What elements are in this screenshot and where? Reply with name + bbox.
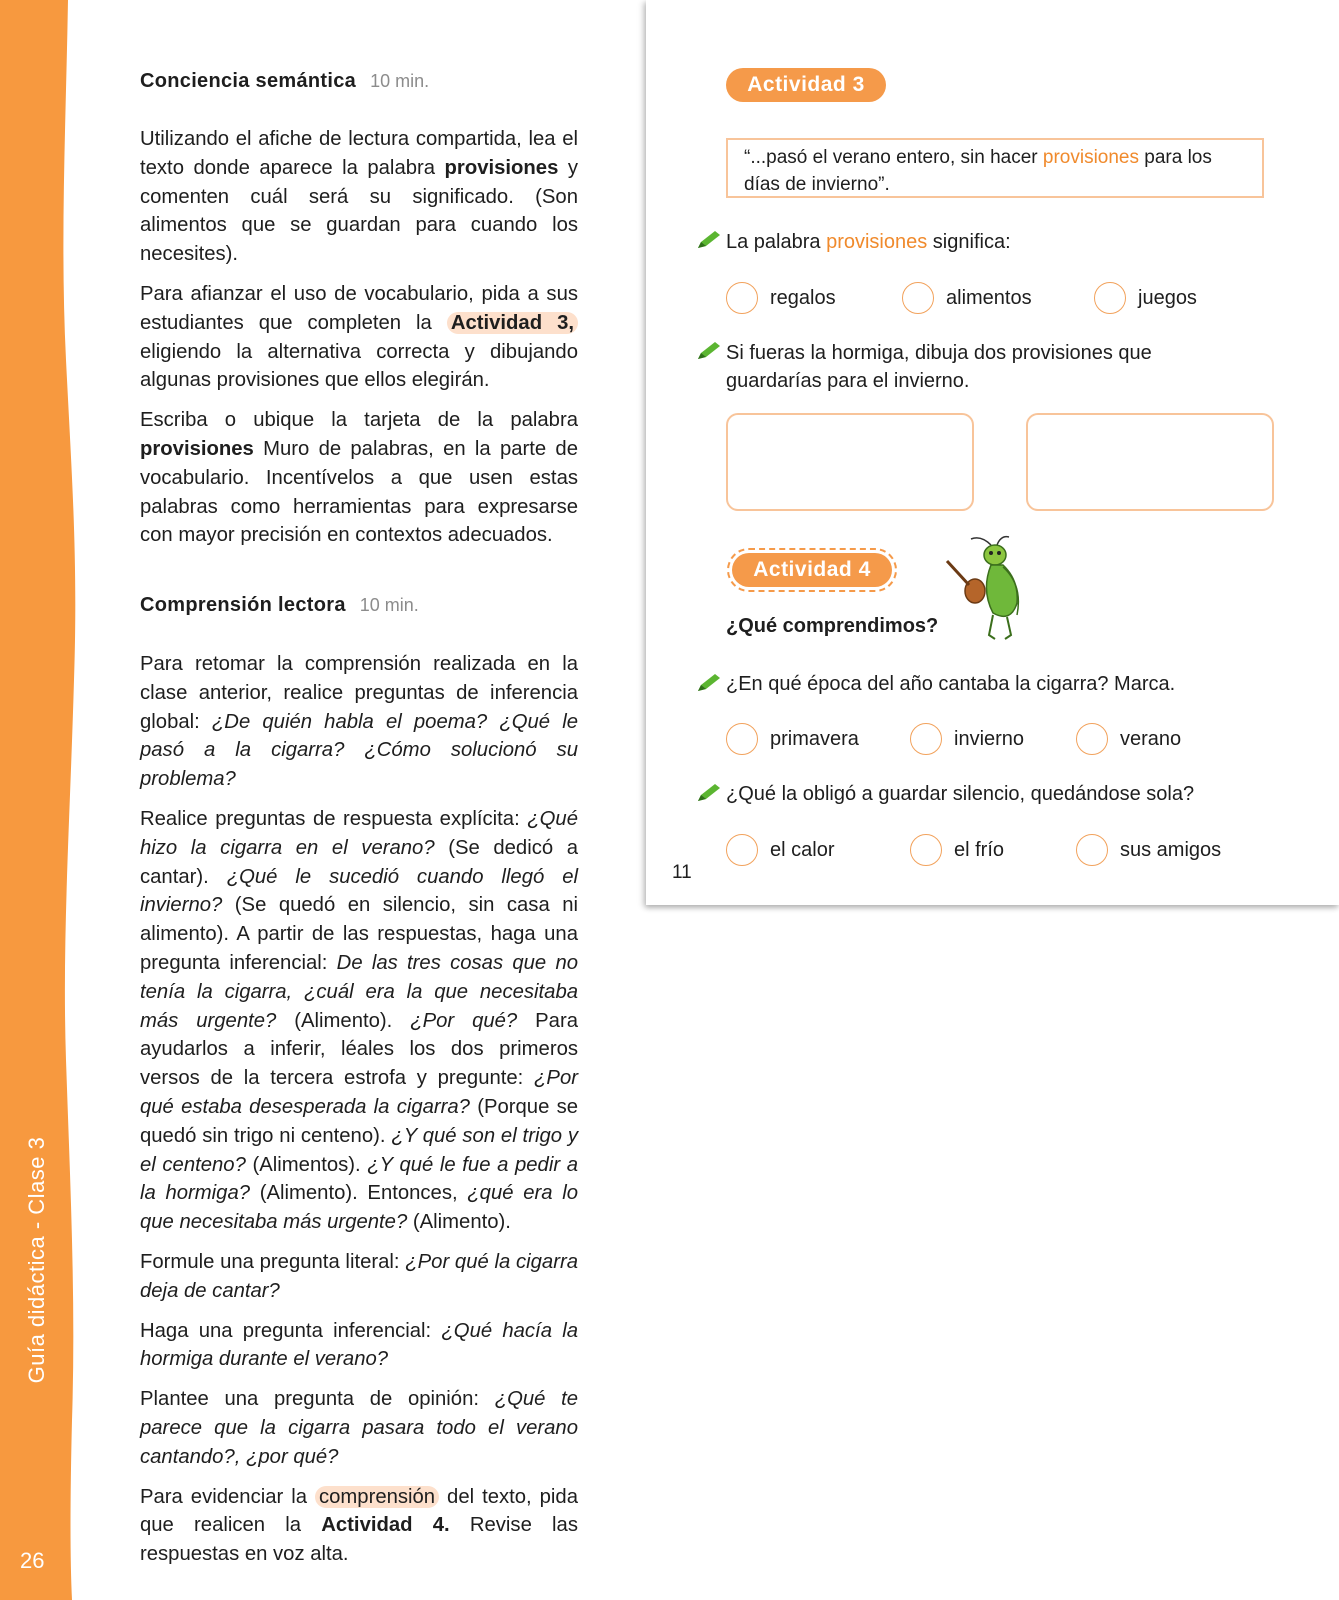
radio-circle[interactable]: [1094, 282, 1126, 314]
option-juegos[interactable]: juegos: [1094, 282, 1197, 314]
activity-4-heading: ¿Qué comprendimos?: [726, 615, 939, 637]
page-number: 26: [20, 1548, 45, 1573]
radio-circle[interactable]: [726, 282, 758, 314]
section-title-text: Comprensión lectora: [140, 594, 346, 616]
worksheet-page: [646, 0, 1339, 905]
cricket-illustration: [941, 535, 1031, 645]
activity-4-badge: Actividad 4: [732, 553, 892, 587]
drawing-box-1[interactable]: [726, 413, 974, 511]
reading-paragraph-4: Haga una pregunta inferencial: ¿Qué hacía la hormiga durante el verano?: [140, 1319, 578, 1371]
pencil-icon: [696, 783, 722, 803]
option-sus-amigos[interactable]: sus amigos: [1076, 834, 1221, 866]
pencil-icon: [696, 230, 722, 250]
option-el-frio[interactable]: el frío: [910, 834, 1004, 866]
option-regalos[interactable]: regalos: [726, 282, 836, 314]
highlight-comprension: comprensión: [315, 1486, 439, 1508]
option-primavera[interactable]: primavera: [726, 723, 859, 755]
option-verano[interactable]: verano: [1076, 723, 1181, 755]
pencil-icon: [696, 341, 722, 361]
semantic-body: [140, 125, 578, 550]
semantic-paragraph-3: Escriba o ubique la tarjeta de la palabra provisiones Muro de palabras, en la parte de vocabulario. Incentívelos a que usen estas palabras como herramientas para expresarse con mayor precisión en contextos adecuados.: [140, 409, 578, 547]
sidebar-band: [0, 0, 80, 1600]
activity-4-question-2: ¿Qué la obligó a guardar silencio, quedándose sola?: [726, 783, 1195, 805]
radio-circle[interactable]: [910, 834, 942, 866]
option-alimentos[interactable]: alimentos: [902, 282, 1032, 314]
reading-paragraph-5: Plantee una pregunta de opinión: ¿Qué te parece que la cigarra pasara todo el verano cantando?, ¿por qué?: [140, 1388, 579, 1468]
semantic-paragraph-1: Utilizando el afiche de lectura compartida, lea el texto donde aparece la palabra provisiones y comenten cuál será su significado. (Son alimentos que se guardan para cuando los necesites).: [140, 128, 578, 266]
activity-3-badge: Actividad 3: [726, 68, 886, 102]
option-invierno[interactable]: invierno: [910, 723, 1024, 755]
sidebar-label: Guía didáctica - Clase 3: [24, 1136, 49, 1384]
radio-circle[interactable]: [1076, 834, 1108, 866]
drawing-box-2[interactable]: [1026, 413, 1274, 511]
option-el-calor[interactable]: el calor: [726, 834, 834, 866]
semantic-paragraph-2: Para afianzar el uso de vocabulario, pida a sus estudiantes que completen la Actividad 3, eligiendo la alternativa correcta y dibujando algunas provisiones que ellos elegirán.: [140, 282, 578, 392]
worksheet-page-number: 11: [672, 862, 692, 883]
keyword-provisiones: provisiones: [444, 156, 559, 179]
section-time: 10 min.: [359, 595, 419, 615]
radio-circle[interactable]: [726, 834, 758, 866]
keyword-provisiones: provisiones: [140, 437, 254, 460]
reading-paragraph-6: Para evidenciar la comprensión del texto, pida que realicen la Actividad 4. Revise las respuestas en voz alta.: [140, 1485, 578, 1566]
radio-circle[interactable]: [726, 723, 758, 755]
pencil-icon: [696, 673, 722, 693]
radio-circle[interactable]: [902, 282, 934, 314]
section-title-reading: [140, 594, 419, 617]
section-title-text: Conciencia semántica: [140, 70, 357, 92]
activity-3-question-2: Si fueras la hormiga, dibuja dos provisiones que guardarías para el invierno.: [726, 342, 1152, 392]
reading-paragraph-3: Formule una pregunta literal: ¿Por qué la cigarra deja de cantar?: [140, 1250, 578, 1302]
quote-box: “...pasó el verano entero, sin hacer provisiones para los días de invierno”.: [726, 138, 1264, 198]
section-time: 10 min.: [370, 71, 430, 91]
radio-circle[interactable]: [1076, 723, 1108, 755]
reading-body: [140, 650, 578, 1569]
highlight-actividad-3: Actividad 3,: [447, 312, 578, 334]
activity-4-question-1: ¿En qué época del año cantaba la cigarra? Marca.: [726, 673, 1176, 695]
radio-circle[interactable]: [910, 723, 942, 755]
section-title-semantic: [140, 70, 429, 93]
reading-paragraph-1: Para retomar la comprensión realizada en la clase anterior, realice preguntas de inferencia global: ¿De quién habla el poema? ¿Qué le pasó a la cigarra? ¿Cómo solucionó su problema?: [140, 653, 578, 791]
activity-3-question-1: La palabra provisiones significa:: [726, 231, 1011, 253]
reading-paragraph-2: Realice preguntas de respuesta explícita: ¿Qué hizo la cigarra en el verano? (Se dedicó a cantar). ¿Qué le sucedió cuando llegó el invierno? (Se quedó en silencio, sin casa ni alimento). A partir de las respuestas, haga una pregunta inferencial: De las tres cosas que no tenía la cigarra, ¿cuál era la que necesitaba más urgente? (Alimento). ¿Por qué? Para ayudarlos a inferir, léales los dos primeros versos de la tercera estrofa y pregunte: ¿Por qué estaba desesperada la cigarra? (Porque se quedó sin trigo ni centeno). ¿Y qué son el trigo y el centeno? (Alimentos). ¿Y qué le fue a pedir a la hormiga? (Alimento). Entonces, ¿qué era lo que necesitaba más urgente? (Alimento).: [140, 807, 579, 1234]
